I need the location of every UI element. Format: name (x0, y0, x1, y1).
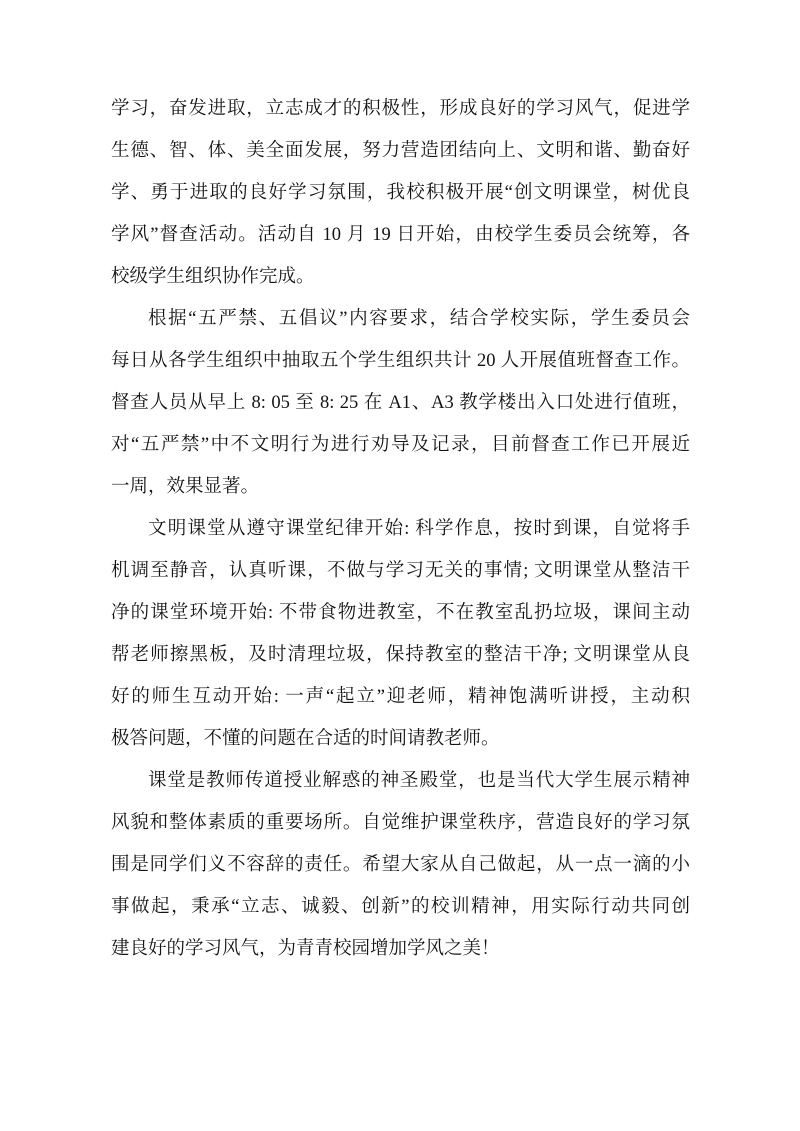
text-line: 围是同学们义不容辞的责任。希望大家从自己做起，从一点一滴的小 (111, 855, 690, 875)
text-line: 净的课堂环境开始: 不带食物进教室，不在教室乱扔垃圾，课间主动 (111, 603, 690, 623)
text-line: 校级学生组织协作完成。 (111, 267, 315, 287)
text-line: 每日从各学生组织中抽取五个学生组织共计 20 人开展值班督查工作。 (111, 351, 690, 371)
text-line: 生德、智、体、美全面发展，努力营造团结向上、文明和谐、勤奋好 (111, 141, 690, 161)
text-line: 机调至静音，认真听课，不做与学习无关的事情; 文明课堂从整洁干 (111, 561, 690, 581)
text-line: 对“五严禁”中不文明行为进行劝导及记录，目前督查工作已开展近 (111, 435, 690, 455)
text-line: 一周，效果显著。 (111, 477, 260, 497)
text-line: 课堂是教师传道授业解惑的神圣殿堂，也是当代大学生展示精神 (148, 771, 690, 791)
document-body (111, 88, 690, 970)
text-line: 根据“五严禁、五倡议”内容要求，结合学校实际，学生委员会 (148, 309, 690, 329)
text-line: 督查人员从早上 8: 05 至 8: 25 在 A1、A3 教学楼出入口处进行值班， (111, 393, 690, 413)
text-line: 好的师生互动开始: 一声“起立”迎老师，精神饱满听讲授，主动积 (111, 687, 690, 707)
text-line: 学、勇于进取的良好学习氛围，我校积极开展“创文明课堂，树优良 (111, 183, 690, 203)
text-line: 极答问题，不懂的问题在合适的时间请教老师。 (111, 729, 500, 749)
text-line: 学风”督查活动。活动自 10 月 19 日开始，由校学生委员会统筹，各 (111, 225, 690, 245)
text-line: 文明课堂从遵守课堂纪律开始: 科学作息，按时到课，自觉将手 (148, 519, 690, 539)
text-line: 建良好的学习风气，为青青校园增加学风之美！ (111, 939, 500, 959)
text-line: 事做起，秉承“立志、诚毅、创新”的校训精神，用实际行动共同创 (111, 897, 690, 917)
text-line: 帮老师擦黑板，及时清理垃圾，保持教室的整洁干净; 文明课堂从良 (111, 645, 690, 665)
text-line: 学习，奋发进取，立志成才的积极性，形成良好的学习风气，促进学 (111, 99, 690, 119)
text-line: 风貌和整体素质的重要场所。自觉维护课堂秩序，营造良好的学习氛 (111, 813, 690, 833)
